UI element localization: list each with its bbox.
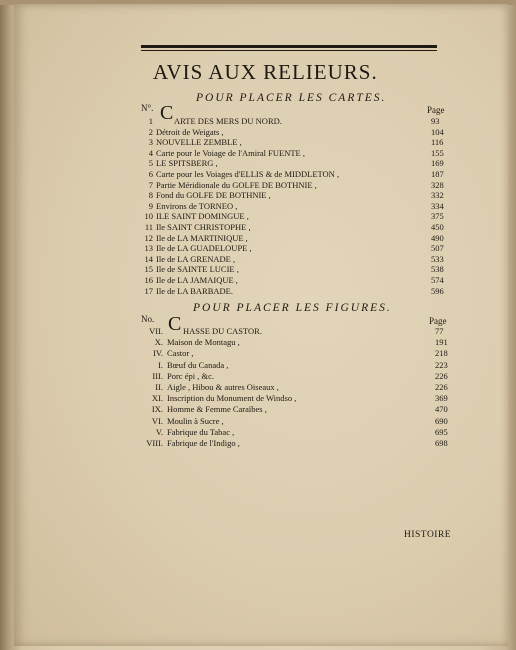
figure-number: XI.: [151, 393, 163, 404]
map-row: [0, 211, 516, 222]
map-description: Ile de SAINTE LUCIE ,: [156, 264, 239, 275]
map-row: [0, 137, 516, 148]
map-page: 538: [431, 264, 444, 275]
map-description: ARTE DES MERS DU NORD.: [174, 116, 282, 126]
top-rule-thin: [141, 50, 437, 51]
figure-page: 77: [435, 326, 444, 336]
map-row: [0, 158, 516, 169]
map-row: [0, 116, 516, 127]
figure-number: II.: [155, 382, 163, 392]
map-page: 328: [431, 179, 444, 190]
map-page: 104: [431, 126, 444, 137]
map-page: 375: [431, 211, 444, 222]
figure-row: [0, 438, 516, 449]
figure-page: 690: [435, 415, 448, 426]
map-description: Ile de LA GRENADE ,: [156, 253, 236, 264]
map-description: NOUVELLE ZEMBLE ,: [156, 137, 242, 148]
figure-description: Porc épi , &c.: [167, 370, 214, 381]
figure-row: [0, 360, 516, 371]
maps-heading: POUR PLACER LES CARTES.: [196, 92, 387, 104]
figure-description: Homme & Femme Caraïbes ,: [167, 404, 267, 415]
map-description: Ile de LA JAMAIQUE ,: [156, 275, 238, 285]
map-number: 3: [148, 137, 153, 148]
map-description: Ile de LA MARTINIQUE ,: [156, 232, 248, 243]
figure-description: Aigle , Hibou & autres Oiseaux ,: [167, 382, 279, 392]
page-title: AVIS AUX RELIEURS.: [153, 60, 378, 84]
figure-row: [0, 427, 516, 438]
figure-page: 695: [435, 426, 448, 437]
map-number: 16: [144, 275, 153, 285]
map-description: Carte pour le Voiage de l'Amiral FUENTE ,: [156, 147, 305, 158]
map-page: 332: [431, 190, 444, 201]
map-page: 116: [431, 137, 444, 148]
map-page: 533: [431, 253, 444, 264]
figure-page: 191: [435, 337, 448, 348]
maps-page-label: Page: [427, 105, 445, 115]
figure-description: Fabrique de l'Indigo ,: [167, 438, 240, 448]
map-number: 1: [148, 116, 153, 126]
map-number: 2: [148, 126, 153, 137]
map-number: 13: [144, 243, 153, 254]
map-page: 450: [431, 222, 444, 232]
map-row: [0, 264, 516, 275]
map-number: 6: [148, 169, 153, 179]
figure-number: V.: [155, 426, 163, 437]
map-number: 9: [148, 200, 153, 211]
figures-heading: POUR PLACER LES FIGURES.: [193, 302, 392, 314]
map-description: Ile SAINT CHRISTOPHE ,: [156, 222, 251, 232]
figure-description: Moulin à Sucre ,: [167, 415, 224, 426]
map-row: [0, 254, 516, 265]
top-rule-thick: [141, 45, 437, 48]
map-page: 334: [431, 200, 444, 211]
map-row: [0, 233, 516, 244]
figure-row: [0, 337, 516, 348]
maps-number-label: N°.: [141, 103, 154, 113]
figure-page: 369: [435, 393, 448, 404]
figures-page-label: Page: [429, 316, 447, 326]
map-number: 8: [148, 190, 153, 201]
map-page: 187: [431, 169, 444, 179]
map-number: 4: [148, 147, 153, 158]
map-number: 11: [144, 222, 153, 232]
map-row: [0, 180, 516, 191]
map-description: Détroit de Weigats ,: [156, 126, 224, 137]
map-page: 490: [431, 232, 444, 243]
figure-description: Castor ,: [167, 348, 194, 359]
figure-number: III.: [152, 370, 163, 381]
map-row: [0, 286, 516, 297]
figure-number: VII.: [149, 326, 163, 336]
map-row: [0, 201, 516, 212]
figures-number-label: No.: [141, 314, 155, 324]
figure-row: [0, 326, 516, 337]
figure-row: [0, 371, 516, 382]
map-description: Ile de LA BARBADE.: [156, 285, 233, 296]
figure-page: 226: [435, 370, 448, 381]
catchword: HISTOIRE: [404, 530, 452, 540]
map-page: 596: [431, 285, 444, 296]
figure-page: 223: [435, 359, 448, 370]
figure-page: 218: [435, 348, 448, 359]
figure-number: IX.: [151, 404, 163, 415]
map-page: 93: [431, 116, 440, 126]
map-number: 10: [144, 211, 153, 222]
map-row: [0, 243, 516, 254]
maps-initial-letter: C: [160, 102, 174, 124]
map-number: 5: [148, 158, 153, 169]
figure-description: HASSE DU CASTOR.: [183, 326, 262, 336]
map-row: [0, 190, 516, 201]
figure-number: VIII.: [146, 438, 163, 448]
map-description: Fond du GOLFE DE BOTHNIE ,: [156, 190, 271, 201]
figure-description: Fabrique du Tabac ,: [167, 426, 235, 437]
figure-row: [0, 348, 516, 359]
figure-page: 470: [435, 404, 448, 415]
map-number: 17: [144, 285, 153, 296]
map-page: 155: [431, 147, 444, 158]
map-number: 15: [144, 264, 153, 275]
map-description: Ile de LA GUADELOUPE ,: [156, 243, 252, 254]
map-row: [0, 148, 516, 159]
figures-initial-letter: C: [168, 313, 182, 335]
figure-number: I.: [158, 359, 163, 370]
figure-row: [0, 404, 516, 415]
figure-page: 226: [435, 382, 448, 392]
map-row: [0, 275, 516, 286]
map-row: [0, 222, 516, 233]
figure-page: 698: [435, 438, 448, 448]
figure-number: VI.: [151, 415, 163, 426]
map-page: 574: [431, 275, 444, 285]
figure-number: IV.: [153, 348, 163, 359]
figure-row: [0, 393, 516, 404]
map-description: ILE SAINT DOMINGUE ,: [156, 211, 249, 222]
map-page: 169: [431, 158, 444, 169]
map-row: [0, 169, 516, 180]
map-description: Environs de TORNEO ,: [156, 200, 238, 211]
map-row: [0, 127, 516, 138]
map-description: LE SPITSBERG ,: [156, 158, 218, 169]
map-description: Carte pour les Voiages d'ELLIS & de MIDDLETON ,: [156, 169, 340, 179]
figure-row: [0, 416, 516, 427]
figure-description: Inscription du Monument de Windso ,: [167, 393, 297, 404]
figure-number: X.: [154, 337, 163, 348]
map-number: 12: [144, 232, 153, 243]
map-number: 7: [148, 179, 153, 190]
figure-description: Bœuf du Canada ,: [167, 359, 229, 370]
map-number: 14: [144, 253, 153, 264]
figure-row: [0, 382, 516, 393]
map-page: 507: [431, 243, 444, 254]
figure-description: Maison de Montagu ,: [167, 337, 240, 348]
map-description: Partie Méridionale du GOLFE DE BOTHNIE ,: [156, 179, 317, 190]
